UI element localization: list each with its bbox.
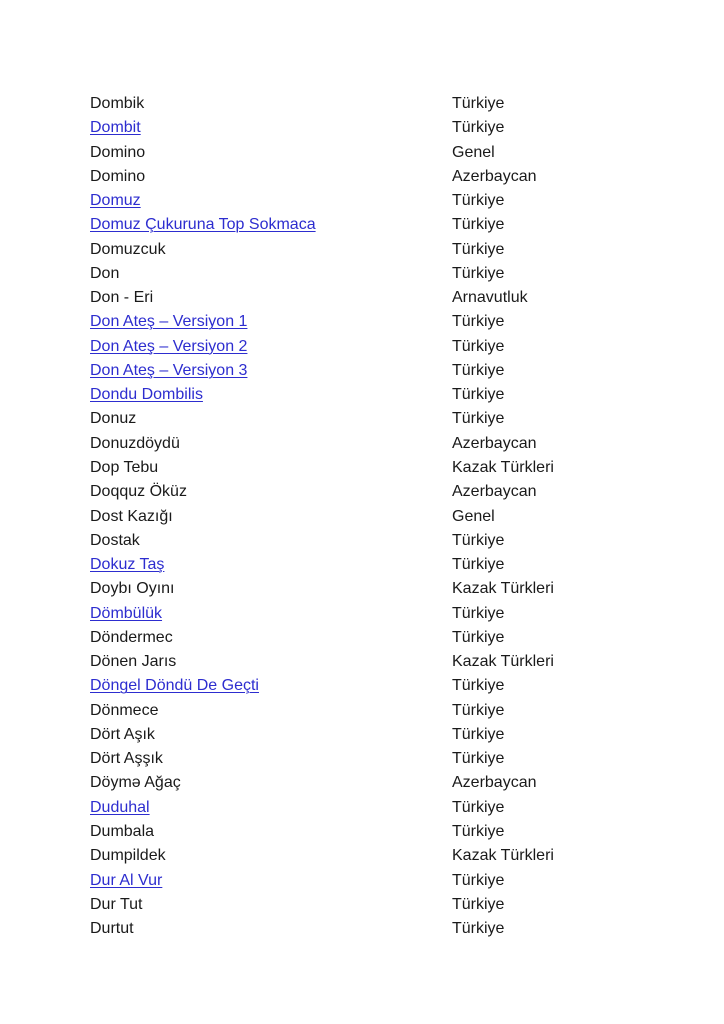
list-item bbox=[90, 771, 690, 795]
game-name: Dumbala bbox=[90, 822, 155, 840]
list-item bbox=[90, 674, 690, 698]
list-item bbox=[90, 286, 690, 310]
list-item bbox=[90, 238, 690, 262]
game-name-cell bbox=[90, 650, 452, 674]
game-name-cell bbox=[90, 747, 452, 771]
game-name: Don bbox=[90, 264, 120, 282]
game-name-cell bbox=[90, 141, 452, 165]
list-item bbox=[90, 723, 690, 747]
list-item bbox=[90, 893, 690, 917]
list-item bbox=[90, 820, 690, 844]
game-name: Dombik bbox=[90, 95, 145, 112]
game-name-cell bbox=[90, 869, 452, 893]
game-name: Dönen Jarıs bbox=[90, 653, 177, 671]
region-label: Türkiye bbox=[452, 725, 505, 743]
game-name-cell bbox=[90, 165, 452, 189]
region-label: Türkiye bbox=[452, 920, 505, 938]
list-item bbox=[90, 577, 690, 601]
region-label: Türkiye bbox=[452, 361, 505, 379]
game-name-cell bbox=[90, 771, 452, 795]
region-label: Türkiye bbox=[452, 871, 505, 889]
game-name-cell bbox=[90, 626, 452, 650]
list-item bbox=[90, 213, 690, 237]
list-item bbox=[90, 480, 690, 504]
list-item bbox=[90, 796, 690, 820]
game-name: Domino bbox=[90, 143, 146, 161]
list-item bbox=[90, 92, 690, 116]
list-item bbox=[90, 602, 690, 626]
game-name: Dumpildek bbox=[90, 847, 166, 865]
game-name-cell bbox=[90, 577, 452, 601]
game-link[interactable]: Dur Al Vur bbox=[90, 871, 163, 889]
list-item bbox=[90, 917, 690, 941]
game-name-cell bbox=[90, 92, 452, 116]
game-region-list bbox=[90, 92, 690, 941]
game-name-cell bbox=[90, 844, 452, 868]
game-name-cell bbox=[90, 480, 452, 504]
list-item bbox=[90, 165, 690, 189]
list-item bbox=[90, 505, 690, 529]
game-link[interactable]: Dondu Dombilis bbox=[90, 386, 203, 404]
region-label: Türkiye bbox=[452, 895, 505, 913]
region-label: Türkiye bbox=[452, 822, 505, 840]
region-label: Türkiye bbox=[452, 386, 505, 404]
game-name: Don - Eri bbox=[90, 289, 154, 307]
region-label: Türkiye bbox=[452, 264, 505, 282]
game-name-cell bbox=[90, 893, 452, 917]
game-name-cell bbox=[90, 820, 452, 844]
list-item bbox=[90, 359, 690, 383]
game-name: Doybı Oyını bbox=[90, 580, 175, 598]
game-name-cell bbox=[90, 456, 452, 480]
list-item bbox=[90, 141, 690, 165]
game-name-cell bbox=[90, 699, 452, 723]
game-link[interactable]: Domuz bbox=[90, 192, 141, 210]
region-label: Genel bbox=[452, 507, 495, 525]
region-label: Türkiye bbox=[452, 628, 505, 646]
list-item bbox=[90, 262, 690, 286]
game-name: Dönmece bbox=[90, 701, 159, 719]
list-item bbox=[90, 456, 690, 480]
list-item bbox=[90, 432, 690, 456]
game-link[interactable]: Domuz Çukuruna Top Sokmaca bbox=[90, 216, 316, 234]
list-item bbox=[90, 650, 690, 674]
game-name-cell bbox=[90, 286, 452, 310]
game-name: Döymə Ağaç bbox=[90, 774, 181, 792]
region-label: Kazak Türkleri bbox=[452, 580, 554, 598]
region-label: Türkiye bbox=[452, 337, 505, 355]
region-label: Kazak Türkleri bbox=[452, 847, 554, 865]
list-item bbox=[90, 116, 690, 140]
game-name-cell bbox=[90, 262, 452, 286]
game-name-cell bbox=[90, 602, 452, 626]
region-label: Türkiye bbox=[452, 556, 505, 574]
game-name-cell bbox=[90, 723, 452, 747]
list-item bbox=[90, 844, 690, 868]
region-label: Türkiye bbox=[452, 240, 505, 258]
game-name: Dost Kazığı bbox=[90, 507, 173, 525]
game-name: Dop Tebu bbox=[90, 458, 159, 476]
region-label: Türkiye bbox=[452, 216, 505, 234]
game-link[interactable]: Don Ateş – Versiyon 3 bbox=[90, 361, 248, 379]
game-name-cell bbox=[90, 432, 452, 456]
game-name-cell bbox=[90, 917, 452, 941]
game-name: Donuz bbox=[90, 410, 137, 428]
game-name: Donuzdöydü bbox=[90, 434, 180, 452]
region-label: Genel bbox=[452, 143, 495, 161]
list-item bbox=[90, 189, 690, 213]
list-item bbox=[90, 335, 690, 359]
region-label: Türkiye bbox=[452, 677, 505, 695]
game-name-cell bbox=[90, 553, 452, 577]
list-item bbox=[90, 699, 690, 723]
region-label: Türkiye bbox=[452, 604, 505, 622]
list-item bbox=[90, 383, 690, 407]
region-label: Azerbaycan bbox=[452, 774, 537, 792]
game-name-cell bbox=[90, 238, 452, 262]
region-label: Türkiye bbox=[452, 701, 505, 719]
game-name-cell bbox=[90, 116, 452, 140]
game-name-cell bbox=[90, 505, 452, 529]
game-name: Domuzcuk bbox=[90, 240, 166, 258]
region-label: Kazak Türkleri bbox=[452, 458, 554, 476]
region-label: Türkiye bbox=[452, 119, 505, 137]
list-item bbox=[90, 553, 690, 577]
list-item bbox=[90, 869, 690, 893]
game-name-cell bbox=[90, 383, 452, 407]
game-link[interactable]: Dombit bbox=[90, 119, 141, 137]
region-label: Türkiye bbox=[452, 95, 505, 112]
game-name: Dur Tut bbox=[90, 895, 143, 913]
list-item bbox=[90, 747, 690, 771]
game-name-cell bbox=[90, 213, 452, 237]
game-name-cell bbox=[90, 310, 452, 334]
game-name-cell bbox=[90, 335, 452, 359]
region-label: Türkiye bbox=[452, 192, 505, 210]
game-name-cell bbox=[90, 407, 452, 431]
game-name: Döndermec bbox=[90, 628, 173, 646]
game-link[interactable]: Dokuz Taş bbox=[90, 556, 165, 574]
list-item bbox=[90, 407, 690, 431]
list-item bbox=[90, 626, 690, 650]
game-name: Durtut bbox=[90, 920, 134, 938]
game-link[interactable]: Döngel Döndü De Geçti bbox=[90, 677, 259, 695]
region-label: Arnavutluk bbox=[452, 289, 528, 307]
game-name-cell bbox=[90, 674, 452, 698]
region-label: Azerbaycan bbox=[452, 167, 537, 185]
region-label: Türkiye bbox=[452, 410, 505, 428]
game-name: Dostak bbox=[90, 531, 140, 549]
game-name: Domino bbox=[90, 167, 146, 185]
list-item bbox=[90, 310, 690, 334]
game-name-cell bbox=[90, 529, 452, 553]
game-link[interactable]: Don Ateş – Versiyon 1 bbox=[90, 313, 248, 331]
region-label: Türkiye bbox=[452, 750, 505, 768]
game-name: Dört Aşşık bbox=[90, 750, 163, 768]
region-label: Türkiye bbox=[452, 798, 505, 816]
game-name-cell bbox=[90, 189, 452, 213]
game-name-cell bbox=[90, 796, 452, 820]
game-name: Doqquz Öküz bbox=[90, 483, 187, 501]
list-item bbox=[90, 529, 690, 553]
region-label: Türkiye bbox=[452, 531, 505, 549]
game-name: Dört Aşık bbox=[90, 725, 155, 743]
game-link[interactable]: Don Ateş – Versiyon 2 bbox=[90, 337, 248, 355]
game-link[interactable]: Duduhal bbox=[90, 798, 150, 816]
game-link[interactable]: Dömbülük bbox=[90, 604, 163, 622]
game-name-cell bbox=[90, 359, 452, 383]
region-label: Azerbaycan bbox=[452, 434, 537, 452]
region-label: Türkiye bbox=[452, 313, 505, 331]
region-label: Kazak Türkleri bbox=[452, 653, 554, 671]
region-label: Azerbaycan bbox=[452, 483, 537, 501]
